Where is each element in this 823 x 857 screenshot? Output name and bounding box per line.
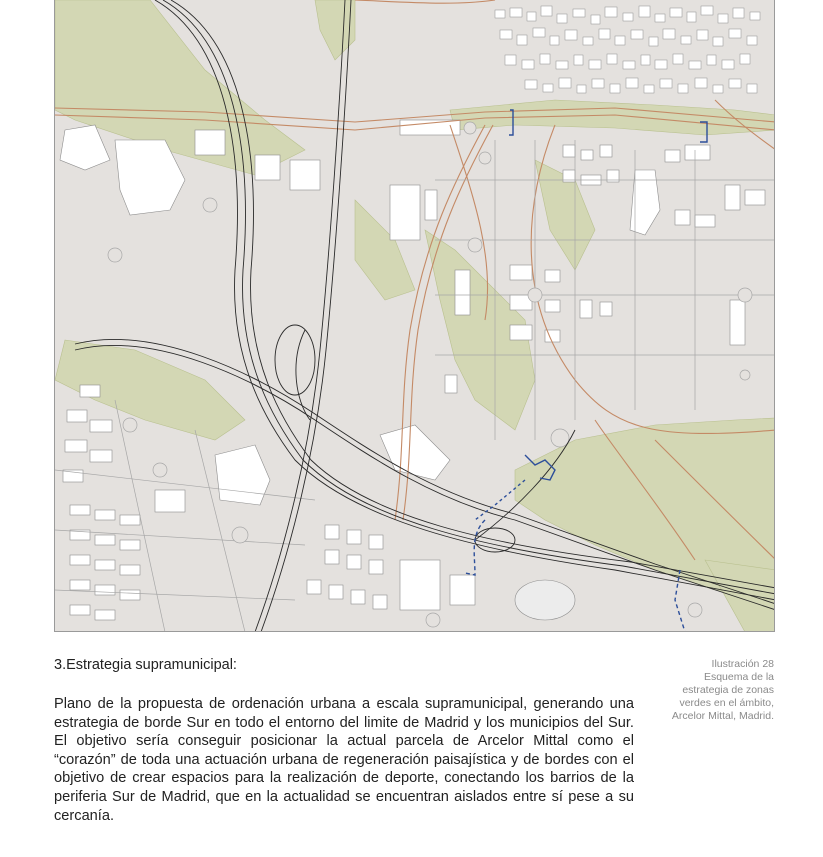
- caption-line: verdes en el ámbito,: [679, 697, 774, 709]
- urban-plan-map: [54, 0, 775, 632]
- caption-line: estrategia de zonas: [682, 684, 774, 696]
- map-drawing: [55, 0, 775, 632]
- caption-line: Ilustración 28: [711, 658, 774, 670]
- caption-line: Esquema de la: [703, 671, 774, 683]
- body-paragraph: Plano de la propuesta de ordenación urbana a escala supramunicipal, generando una estrategia de borde Sur en todo el entorno del limite de Madrid y los municipios del Sur. El objetivo sería conseguir posicionar la actual parcela de Arcelor Mittal como el “corazón” de toda una actuación urbana de regeneración paisajística y de bordes con el objetivo de crear espacios para la realización de deporte, conectando los barrios de la periferia Sur de Madrid, que en la actualidad se encuentran aislados entre sí pese a su cercanía.: [54, 696, 634, 824]
- caption-line: Arcelor Mittal, Madrid.: [671, 710, 774, 722]
- figure-caption: [614, 658, 774, 723]
- section-title: 3.Estrategia supramunicipal:: [54, 657, 237, 673]
